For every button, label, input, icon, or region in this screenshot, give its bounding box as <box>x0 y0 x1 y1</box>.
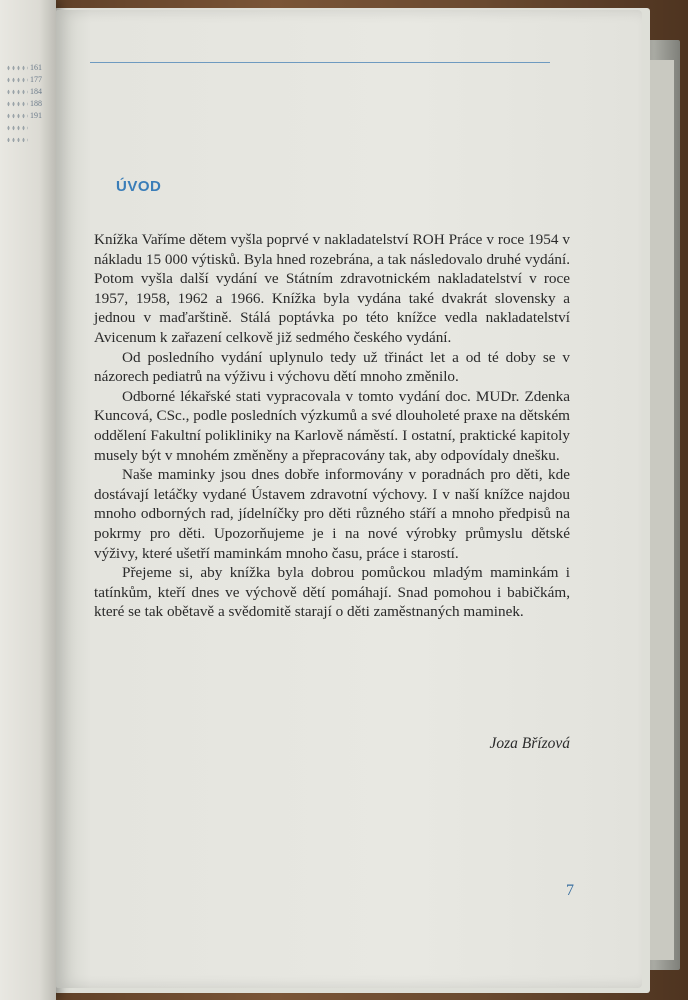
paragraph: Knížka Vaříme dětem vyšla poprvé v nakladatelství ROH Práce v roce 1954 v nákladu 15 000 výtisků. Byla hned rozebrána, a tak následovalo druhé vydání. Potom vyšla další vydání ve Státním zdravotnickém nakladatelství v roce 1957, 1958, 1962 a 1966. Knížka byla vydána také dvakrát slovensky a jednou v maďarštině. Stálá poptávka po této knížce vedla nakladatelství Avicenum k zařazení celkově již sedmého českého vydání. <box>94 231 570 346</box>
toc-leader-dots <box>6 62 28 142</box>
toc-number: 177 <box>30 75 42 84</box>
toc-number: 184 <box>30 87 42 96</box>
paragraph: Přejeme si, aby knížka byla dobrou pomůckou mladým maminkám i tatínkům, kteří dnes ve výchově dětí pomáhají. Snad pomohou i babičkám, které se tak obětavě a svědomitě starají o děti zaměstnaných maminek. <box>94 564 570 621</box>
paragraph: Od posledního vydání uplynulo tedy už třináct let a od té doby se v názorech pediatrů na výživu i výchovu dětí mnoho změnilo. <box>94 348 570 386</box>
toc-number: 191 <box>30 111 42 120</box>
author-signature: Joza Břízová <box>489 735 570 752</box>
toc-number: 161 <box>30 63 42 72</box>
section-heading: ÚVOD <box>116 178 162 195</box>
body-text <box>94 230 570 622</box>
toc-page-numbers <box>30 62 54 122</box>
paragraph: Odborné lékařské stati vypracovala v tomto vydání doc. MUDr. Zdenka Kuncová, CSc., podle posledních výzkumů a své dlouholeté praxe na dětském oddělení Fakultní polikliniky na Karlově náměstí. I ostatní, praktické kapitoly musely být v mnohém změněny a přepracovány tak, aby odpovídaly dnešku. <box>94 387 570 464</box>
left-page <box>0 0 56 1000</box>
header-rule <box>90 62 550 63</box>
paragraph: Naše maminky jsou dnes dobře informovány v poradnách pro děti, kde dostávají letáčky vydané Ústavem zdravotní výchovy. I v naší knížce najdou mnoho odborných rad, jídelníčky pro děti různého stáří a mnoho předpisů na pokrmy pro děti. Upozorňujeme je i na nové výrobky průmyslu dětské výživy, které ušetří maminkám mnoho času, práce i starostí. <box>94 466 570 562</box>
toc-number: 188 <box>30 99 42 108</box>
page-number: 7 <box>566 882 574 899</box>
